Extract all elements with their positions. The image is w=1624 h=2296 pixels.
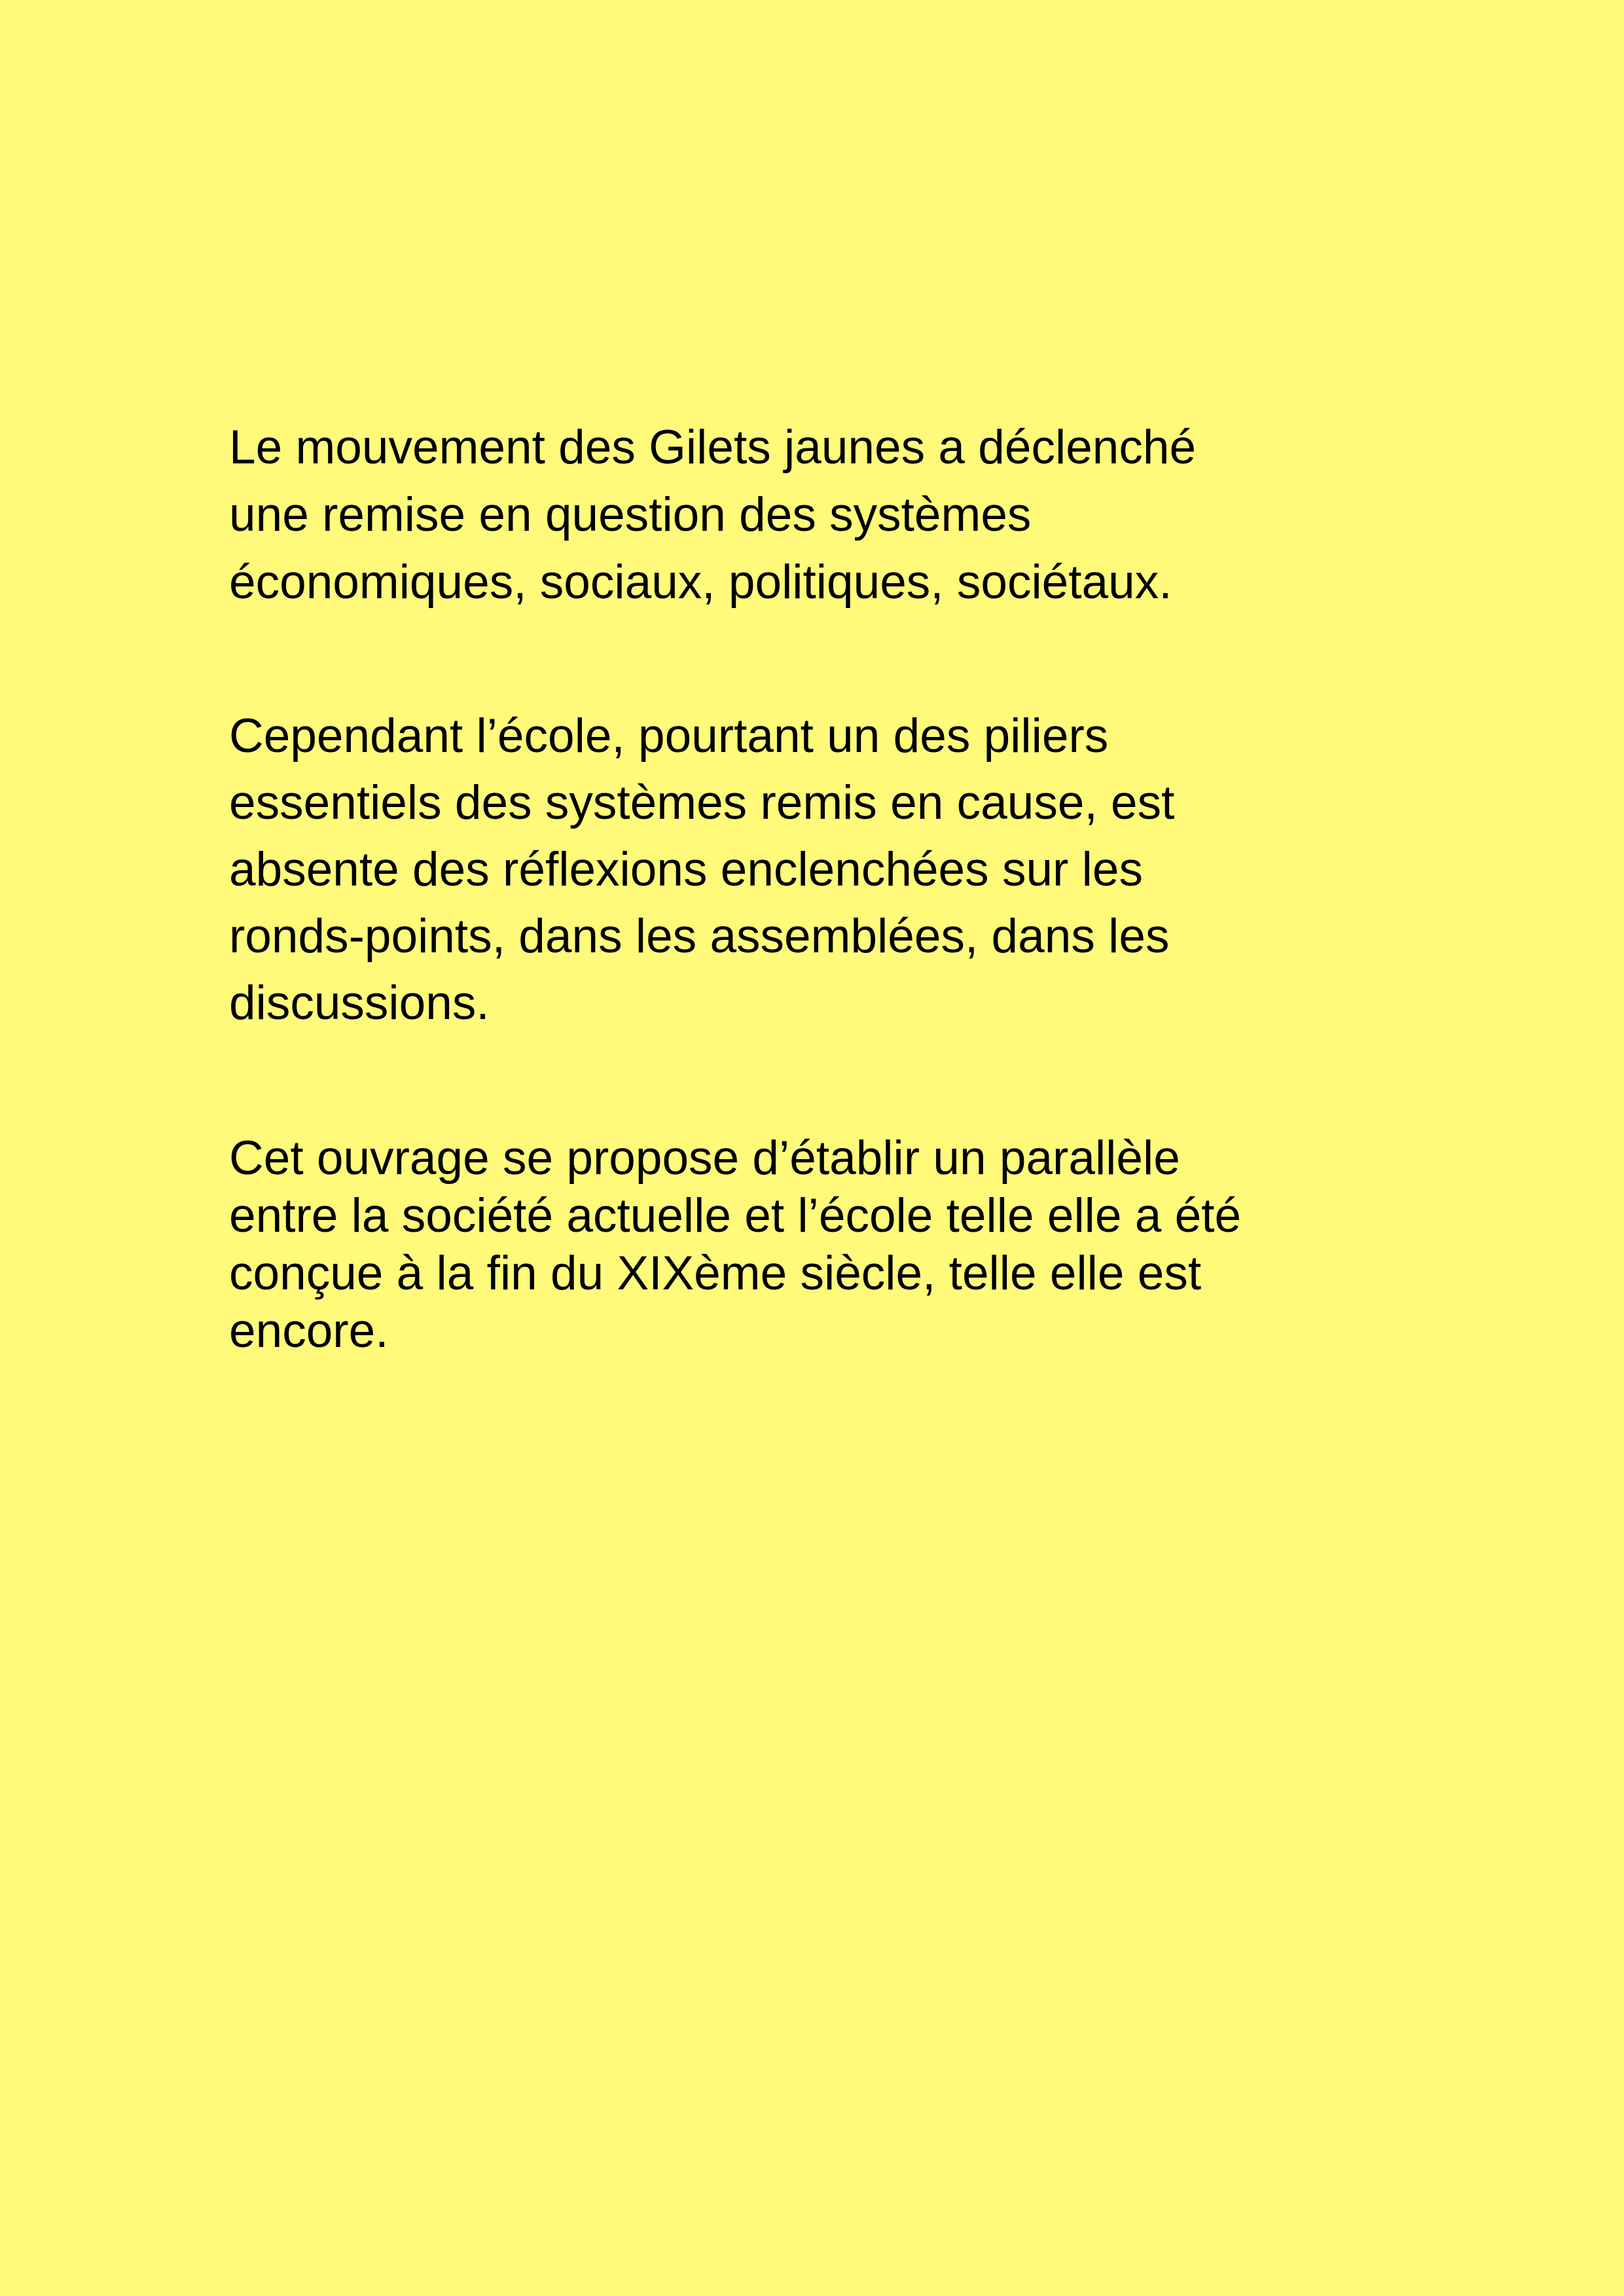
text-line: conçue à la fin du XIXème siècle, telle elle est: [229, 1247, 1202, 1300]
text-line: Cependant l’école, pourtant un des piliers: [229, 709, 1109, 762]
text-line: discussions.: [229, 977, 490, 1030]
text-line: une remise en question des systèmes: [229, 488, 1032, 541]
text-line: essentiels des systèmes remis en cause, est: [229, 776, 1175, 829]
paragraph-school: [229, 703, 1407, 1037]
text-line: ronds-points, dans les assemblées, dans les: [229, 910, 1170, 963]
text-line: économiques, sociaux, politiques, sociétaux.: [229, 556, 1172, 609]
text-line: entre la société actuelle et l’école telle elle a été: [229, 1189, 1242, 1242]
text-line: absente des réflexions enclenchées sur les: [229, 843, 1143, 896]
text-line: encore.: [229, 1304, 389, 1357]
paragraph-purpose: [229, 1130, 1407, 1360]
text-line: Le mouvement des Gilets jaunes a déclenché: [229, 421, 1197, 474]
paragraph-intro: [229, 414, 1407, 616]
text-line: Cet ouvrage se propose d’établir un parallèle: [229, 1132, 1180, 1185]
